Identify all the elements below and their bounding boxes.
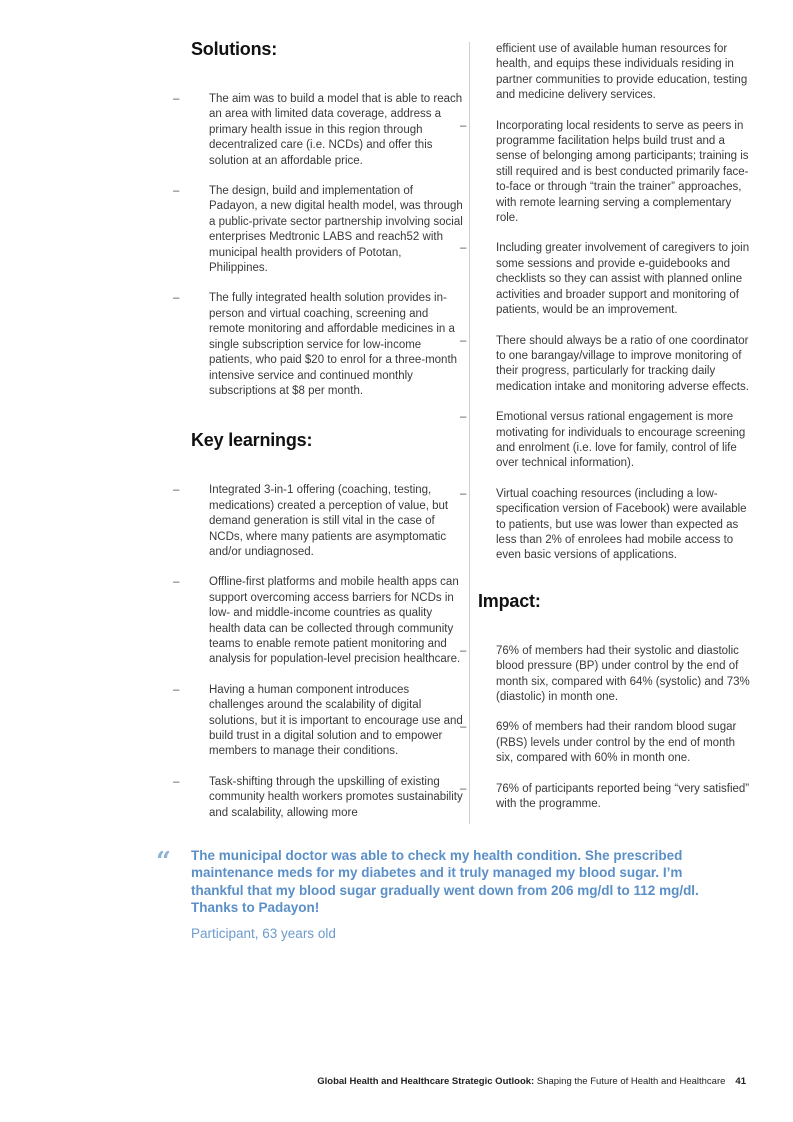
solutions-list	[191, 92, 463, 399]
list-item: – 76% of participants reported being “very satisfied” with the programme.	[478, 782, 753, 813]
list-item-continuation: efficient use of available human resources for health, and equips these individuals residing in partner communities to provide education, testing and medicine delivery services.	[496, 43, 748, 102]
list-item: – Offline-first platforms and mobile health apps can support overcoming access barriers for NCDs in low- and middle-income countries as quality health data can be collected through community teams to enable remote patient monitoring and analysis for population-level precision healthcare.	[191, 575, 463, 667]
solutions-heading: Solutions:	[191, 39, 277, 59]
key-learnings-heading: Key learnings:	[191, 430, 313, 451]
column-divider	[469, 42, 470, 824]
impact-heading: Impact:	[478, 590, 541, 611]
list-item: – Incorporating local residents to serve as peers in programme facilitation helps build trust and a sense of belonging among participants; training is still required and is best conducted primarily face-to-face or through “train the trainer” approaches, with remote learning serving a complementary role.	[478, 119, 753, 227]
right-column	[478, 42, 753, 812]
page-footer	[0, 1076, 746, 1087]
quote-attribution: Participant, 63 years old	[191, 926, 336, 941]
page-number: 41	[735, 1076, 746, 1087]
quote-mark-icon: “	[156, 847, 171, 877]
list-item: – Emotional versus rational engagement is more motivating for individuals to encourage screening and enrolment (i.e. love for family, control of life over technical information).	[478, 410, 753, 472]
list-item: – Virtual coaching resources (including a low-specification version of Facebook) were available to patients, but use was lower than expected as less than 2% of enrolees had mobile access to even basic versions of applications.	[478, 487, 753, 564]
pull-quote: The municipal doctor was able to check my health condition. She prescribed maintenance meds for my diabetes and it truly managed my blood sugar. I’m thankful that my blood sugar gradually went down from 206 mg/dl to 112 mg/dl. Thanks to Padayon!	[191, 848, 699, 916]
key-learnings-list-continued	[478, 119, 753, 564]
list-item: – There should always be a ratio of one coordinator to one barangay/village to improve monitoring of their progress, particularly for tracking daily medication intake and monitoring adverse effects.	[478, 334, 753, 396]
footer-subtitle: Shaping the Future of Health and Healthcare	[534, 1076, 726, 1087]
impact-list	[478, 644, 753, 813]
footer-report-title: Global Health and Healthcare Strategic Outlook:	[317, 1076, 535, 1087]
list-item: – Including greater involvement of caregivers to join some sessions and provide e-guidebooks and checklists so they can assist with planned online activities and broader support and monitoring of patients, would be an improvement.	[478, 241, 753, 318]
list-item: – The fully integrated health solution provides in-person and virtual coaching, screening and remote monitoring and affordable medicines in a single subscription service for low-income patients, who paid $20 to enrol for a three-month intensive service and continued monthly subscriptions at $8 per month.	[191, 291, 463, 399]
list-item: – 76% of members had their systolic and diastolic blood pressure (BP) under control by the end of month six, compared with 64% (systolic) and 73% (diastolic) in month one.	[478, 644, 753, 706]
list-item: – Integrated 3-in-1 offering (coaching, testing, medications) created a perception of value, but demand generation is still vital in the case of NCDs, where many patients are asymptomatic and/or undiagnosed.	[191, 483, 463, 560]
list-item: – Task-shifting through the upskilling of existing community health workers promotes sustainability and scalability, allowing more	[191, 775, 463, 821]
list-item: – Having a human component introduces challenges around the scalability of digital solutions, but it is important to encourage use and build trust in a digital solution and to empower members to manage their conditions.	[191, 683, 463, 760]
list-item: – The aim was to build a model that is able to reach an area with limited data coverage, address a primary health issue in this region through decentralized care (i.e. NCDs) and offer this solution at an affordable price.	[191, 92, 463, 169]
left-column	[191, 38, 463, 821]
list-item: – 69% of members had their random blood sugar (RBS) levels under control by the end of month six, compared with 60% in month one.	[478, 720, 753, 766]
key-learnings-list	[191, 483, 463, 821]
list-item: – The design, build and implementation of Padayon, a new digital health model, was through a public-private sector partnership involving social enterprises Medtronic LABS and reach52 with municipal health providers of Pototan, Philippines.	[191, 184, 463, 276]
